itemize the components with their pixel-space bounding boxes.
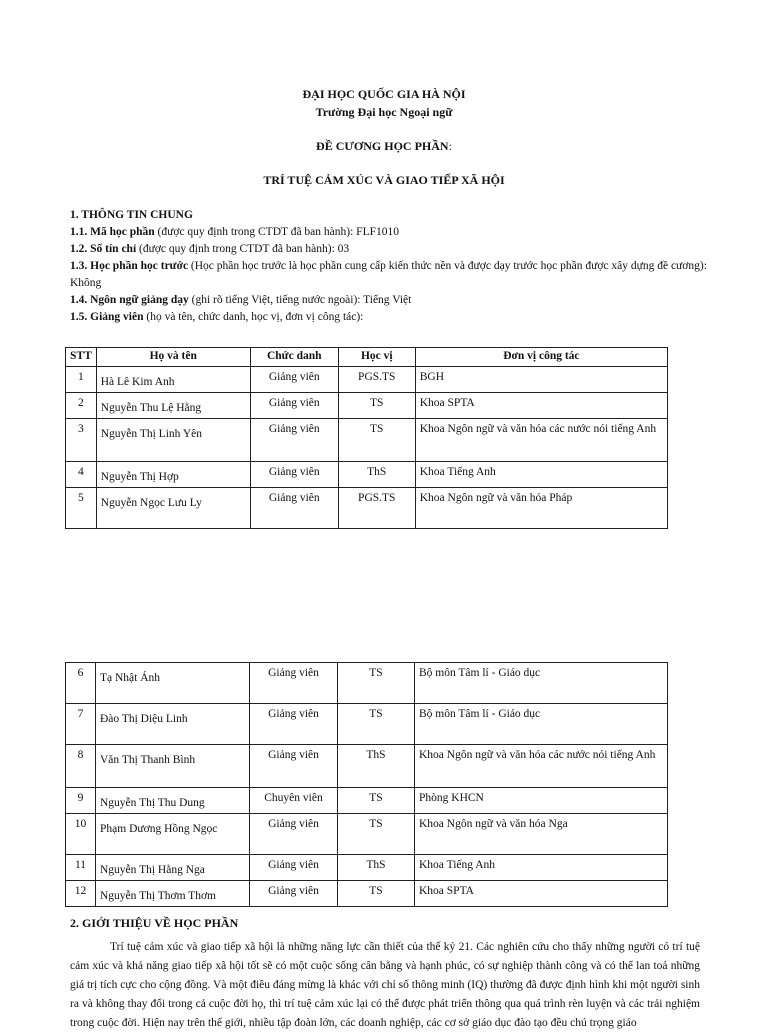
lecturer-line — [70, 309, 710, 326]
header-stt: STT — [66, 348, 97, 367]
cell-degree: TS — [338, 393, 415, 419]
cell-unit: Khoa Tiếng Anh — [415, 855, 668, 881]
introduction-paragraph: Trí tuệ cảm xúc và giao tiếp xã hội là những năng lực cần thiết của thế kỷ 21. Các nghiên cứu cho thấy những người có trí tuệ cảm xúc và khả năng giao tiếp xã hội tốt sẽ có một cuộc sống cân bằng và hạnh phúc, có sự nghiệp thành công và có thể lan toả những giá trị tích cực cho cộng đồng. Và một điều đáng mừng là khác với chỉ số thông minh (IQ) thường đã được định hình khi một người sinh ra và không thay đổi trong cả cuộc đời họ, thì trí tuệ cảm xúc lại có thể được phát triển thông qua quá trình rèn luyện và các trải nghiệm trong cuộc đời. Hiện nay trên thế giới, nhiều tập đoàn lớn, các doanh nghiệp, các cơ sở giáo dục đào tạo đều chú trọng giáo — [70, 941, 700, 1029]
cell-name: Tạ Nhật Ánh — [96, 663, 250, 704]
cell-name: Nguyễn Thị Hằng Nga — [96, 855, 250, 881]
cell-title: Giảng viên — [250, 419, 338, 462]
course-code-label: 1.1. Mã học phần — [70, 226, 155, 238]
prerequisite-line — [70, 258, 710, 292]
cell-degree: TS — [338, 881, 415, 907]
cell-unit: Khoa SPTA — [415, 393, 667, 419]
header-title: Chức danh — [250, 348, 338, 367]
university-name: ĐẠI HỌC QUỐC GIA HÀ NỘI — [302, 87, 466, 101]
cell-degree: TS — [338, 788, 415, 814]
cell-stt: 5 — [66, 488, 97, 529]
cell-name: Nguyễn Thị Linh Yên — [96, 419, 250, 462]
table-row — [66, 788, 668, 814]
cell-stt: 3 — [66, 419, 97, 462]
cell-unit: Khoa Ngôn ngữ và văn hóa các nước nói tiếng Anh — [415, 745, 668, 788]
table-row — [66, 367, 668, 393]
course-code-text: (được quy định trong CTDT đã ban hành): FLF1010 — [154, 226, 399, 238]
cell-title: Giảng viên — [250, 881, 338, 907]
table-header-row — [66, 348, 668, 367]
cell-unit: BGH — [415, 367, 667, 393]
table-row — [66, 663, 668, 704]
table-row — [66, 393, 668, 419]
school-name: Trường Đại học Ngoại ngữ — [315, 105, 453, 119]
cell-name: Nguyễn Thị Thu Dung — [96, 788, 250, 814]
table-row — [66, 419, 668, 462]
cell-stt: 11 — [66, 855, 96, 881]
cell-stt: 10 — [66, 814, 96, 855]
document-type — [0, 139, 768, 154]
cell-title: Giảng viên — [250, 745, 338, 788]
cell-degree: ThS — [338, 855, 415, 881]
cell-name: Nguyễn Thị Thơm Thơm — [96, 881, 250, 907]
cell-unit: Bộ môn Tâm lí - Giáo dục — [415, 704, 668, 745]
cell-title: Chuyên viên — [250, 788, 338, 814]
cell-unit: Khoa Ngôn ngữ và văn hóa Nga — [415, 814, 668, 855]
cell-degree: TS — [338, 814, 415, 855]
cell-title: Giảng viên — [250, 814, 338, 855]
cell-unit: Phòng KHCN — [415, 788, 668, 814]
cell-unit: Khoa Ngôn ngữ và văn hóa các nước nói tiếng Anh — [415, 419, 667, 462]
credits-text: (được quy định trong CTDT đã ban hành): 03 — [136, 243, 350, 255]
credits-line — [70, 241, 710, 258]
credits-label: 1.2. Số tín chỉ — [70, 243, 137, 255]
table-row — [66, 462, 668, 488]
cell-stt: 6 — [66, 663, 96, 704]
language-label: 1.4. Ngôn ngữ giảng dạy — [70, 294, 189, 306]
lecturer-label: 1.5. Giảng viên — [70, 311, 144, 323]
section2-heading: 2. GIỚI THIỆU VỀ HỌC PHẦN — [70, 916, 239, 930]
cell-name: Nguyễn Thu Lệ Hằng — [96, 393, 250, 419]
header-name: Họ và tên — [96, 348, 250, 367]
table-row — [66, 881, 668, 907]
cell-name: Hà Lê Kim Anh — [96, 367, 250, 393]
cell-unit: Khoa SPTA — [415, 881, 668, 907]
lecturer-text: (họ và tên, chức danh, học vị, đơn vị công tác): — [143, 311, 364, 323]
cell-title: Giảng viên — [250, 462, 338, 488]
table-row — [66, 704, 668, 745]
cell-name: Nguyễn Ngọc Lưu Ly — [96, 488, 250, 529]
cell-degree: PGS.TS — [338, 488, 415, 529]
cell-title: Giảng viên — [250, 663, 338, 704]
cell-degree: ThS — [338, 745, 415, 788]
cell-stt: 12 — [66, 881, 96, 907]
cell-name: Nguyễn Thị Hợp — [96, 462, 250, 488]
cell-degree: TS — [338, 419, 415, 462]
prerequisite-text: (Học phần học trước là học phần cung cấp kiến thức nền và được dạy trước học phần được xây dựng đề cương): Không — [70, 260, 707, 289]
cell-name: Phạm Dương Hồng Ngọc — [96, 814, 250, 855]
cell-stt: 7 — [66, 704, 96, 745]
table-row — [66, 745, 668, 788]
cell-degree: TS — [338, 663, 415, 704]
cell-degree: TS — [338, 704, 415, 745]
lecturer-table-part2 — [65, 662, 668, 907]
course-code-line — [70, 224, 710, 241]
general-info-section — [70, 207, 710, 326]
header-unit: Đơn vị công tác — [415, 348, 667, 367]
cell-degree: PGS.TS — [338, 367, 415, 393]
cell-title: Giảng viên — [250, 704, 338, 745]
course-introduction — [70, 938, 700, 1033]
course-title: TRÍ TUỆ CẢM XÚC VÀ GIAO TIẾP XÃ HỘI — [263, 173, 505, 187]
cell-title: Giảng viên — [250, 488, 338, 529]
lecturer-table-part1 — [65, 347, 668, 529]
cell-unit: Bộ môn Tâm lí - Giáo dục — [415, 663, 668, 704]
language-line — [70, 292, 710, 309]
cell-title: Giảng viên — [250, 393, 338, 419]
header-degree: Học vị — [338, 348, 415, 367]
table-row — [66, 855, 668, 881]
section1-heading: 1. THÔNG TIN CHUNG — [70, 209, 193, 221]
cell-degree: ThS — [338, 462, 415, 488]
prerequisite-label: 1.3. Học phần học trước — [70, 260, 189, 272]
language-text: (ghi rõ tiếng Việt, tiếng nước ngoài): Tiếng Việt — [188, 294, 412, 306]
cell-title: Giảng viên — [250, 367, 338, 393]
cell-stt: 1 — [66, 367, 97, 393]
cell-unit: Khoa Tiếng Anh — [415, 462, 667, 488]
table-row — [66, 488, 668, 529]
table-row — [66, 814, 668, 855]
cell-name: Đào Thị Diệu Linh — [96, 704, 250, 745]
cell-stt: 2 — [66, 393, 97, 419]
cell-unit: Khoa Ngôn ngữ và văn hóa Pháp — [415, 488, 667, 529]
cell-stt: 4 — [66, 462, 97, 488]
cell-title: Giảng viên — [250, 855, 338, 881]
cell-stt: 8 — [66, 745, 96, 788]
document-type-label: ĐỀ CƯƠNG HỌC PHẦN — [316, 139, 449, 153]
cell-stt: 9 — [66, 788, 96, 814]
cell-name: Văn Thị Thanh Bình — [96, 745, 250, 788]
document-type-colon: : — [448, 139, 452, 153]
